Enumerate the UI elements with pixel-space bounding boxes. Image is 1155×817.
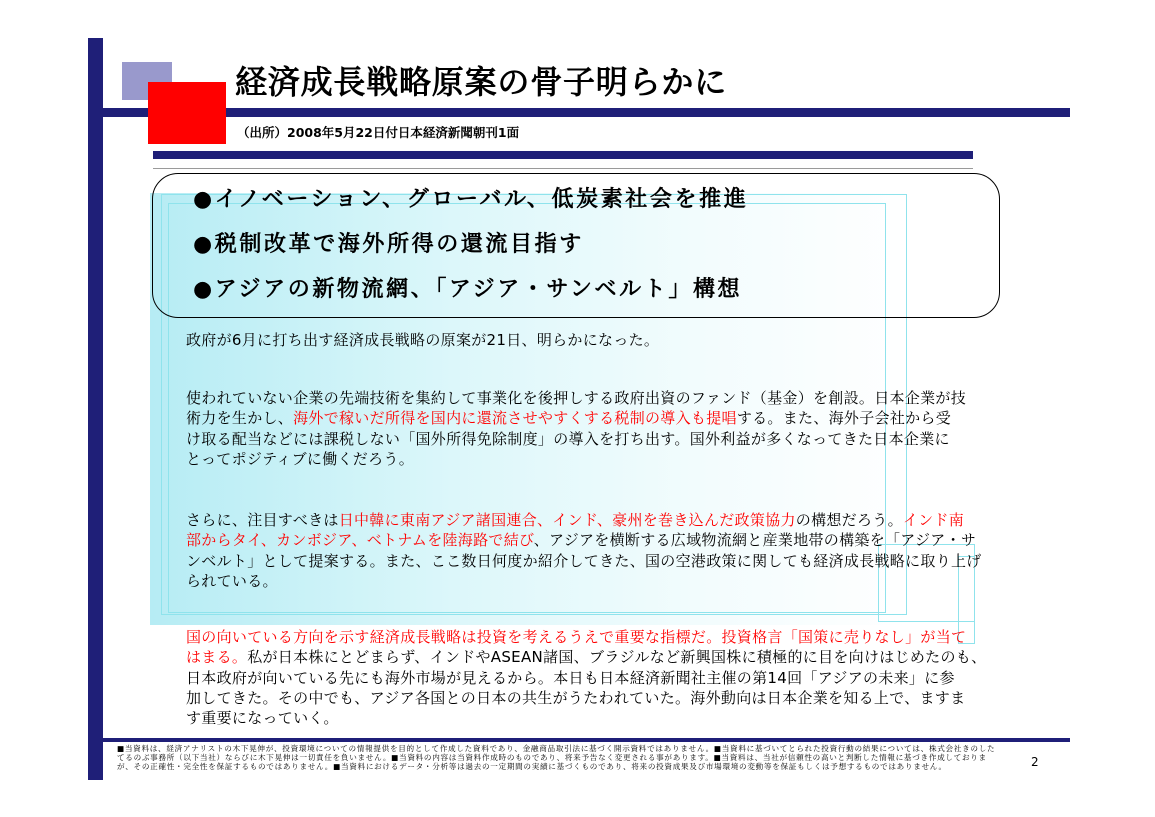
body-paragraph xyxy=(186,388,966,469)
disclaimer-line: が、その正確性・完全性を保証するものではありません。■当資料におけるデータ・分析等は過去の一定期間の実績に基づくものであり、将来の投資成果及び市場環境の変動等を保証もしくは予想するものではありません。 xyxy=(117,762,947,772)
body-line xyxy=(186,551,982,571)
body-text: の構想だろう。 xyxy=(795,511,903,529)
body-text: する。また、海外子会社から受 xyxy=(736,409,952,428)
highlight-text: 部からタイ、カンボジア、ベトナムを陸海路で結び xyxy=(186,531,534,550)
source-note: （出所）2008年5月22日付日本経済新聞朝刊1面 xyxy=(237,125,520,140)
body-line xyxy=(186,571,982,591)
body-text: 使われていない企業の先端技術を集約して事業化を後押しする政府出資のファンド（基金）を創設。日本企業が技 xyxy=(186,389,967,407)
body-line xyxy=(186,408,966,428)
body-line xyxy=(186,647,986,667)
body-text: 、アジアを横断する広域物流網と産業地帯の構築を「アジア・サ xyxy=(533,531,977,550)
header-divider-bar xyxy=(153,151,973,159)
body-line xyxy=(186,627,986,647)
body-line xyxy=(186,510,982,530)
header-divider-line xyxy=(153,168,973,169)
body-text: 日本政府が向いている先にも海外市場が見えるから。本日も日本経済新聞社主催の第14回「アジアの未来」に参 xyxy=(186,668,955,687)
highlight-text: 日中韓に東南アジア諸国連合、インド、豪州を巻き込んだ政策協力 xyxy=(338,511,796,529)
body-line xyxy=(186,688,986,708)
body-text: さらに、注目すべきは xyxy=(186,511,339,529)
accent-square-red xyxy=(148,82,226,144)
body-line xyxy=(186,330,659,350)
body-line xyxy=(186,530,982,550)
body-text: 政府が6月に打ち出す経済成長戦略の原案が21日、明らかになった。 xyxy=(186,331,660,349)
body-paragraph xyxy=(186,510,982,591)
summary-bullet: ●アジアの新物流網、「アジア・サンベルト」構想 xyxy=(193,277,743,302)
body-line xyxy=(186,668,986,688)
title-underline-bar xyxy=(103,108,1070,117)
body-line xyxy=(186,388,966,408)
body-text: 私が日本株にとどまらず、インドやASEAN諸国、ブラジルなど新興国株に積極的に目を向けはじめたのも、 xyxy=(247,648,987,667)
body-line xyxy=(186,449,966,469)
page-number: 2 xyxy=(1031,755,1039,769)
body-text: られている。 xyxy=(186,571,278,590)
body-text: 術力を生かし、 xyxy=(186,409,294,428)
highlight-text: 海外で稼いだ所得を国内に還流させやすくする税制の導入も提唱 xyxy=(293,409,737,428)
summary-bullet: ●イノベーション、グローバル、低炭素社会を推進 xyxy=(193,187,749,212)
disclaimer-line: ■当資料は、経済アナリストの木下晃伸が、投資環境についての情報提供を目的として作成した資料であり、金融商品取引法に基づく開示資料ではありません。■当資料に基づいてとられた投資行動の結果については、株式会社きのした xyxy=(117,744,996,753)
summary-bullet: ●税制改革で海外所得の還流目指す xyxy=(193,232,584,257)
body-text: す重要になっていく。 xyxy=(186,709,339,728)
body-line xyxy=(186,708,986,728)
footer-divider-bar xyxy=(103,738,1070,742)
highlight-text: 国の向いている方向を示す経済成長戦略は投資を考えるうえで重要な指標だ。投資格言「国策に売りなし」が当て xyxy=(186,628,967,646)
body-text: ンベルト」として提案する。また、ここ数日何度か紹介してきた、国の空港政策に関しても経済成長戦略に取り上げ xyxy=(186,551,982,570)
highlight-text: インド南 xyxy=(902,511,965,529)
body-text: とってポジティブに働くだろう。 xyxy=(186,449,415,468)
disclaimer-text xyxy=(117,744,995,772)
body-paragraph xyxy=(186,627,986,728)
body-line xyxy=(186,429,966,449)
slide-title: 経済成長戦略原案の骨子明らかに xyxy=(235,63,728,101)
slide-left-bar xyxy=(88,38,103,780)
body-paragraph xyxy=(186,330,659,350)
body-text: 加してきた。その中でも、アジア各国との日本の共生がうたわれていた。海外動向は日本企業を知る上で、ますま xyxy=(186,688,966,707)
highlight-text: はまる。 xyxy=(186,648,248,667)
disclaimer-line: てるのぶ事務所（以下当社）ならびに木下晃伸は一切責任を負いません。■当資料の内容は当資料作成時のものであり、将来予告なく変更される事があります。■当資料は、当社が信頼性の高いと判断した情報に基づき作成しておりま xyxy=(117,753,987,763)
body-text: け取る配当などには課税しない「国外所得免除制度」の導入を打ち出す。国外利益が多くなってきた日本企業に xyxy=(186,429,950,448)
